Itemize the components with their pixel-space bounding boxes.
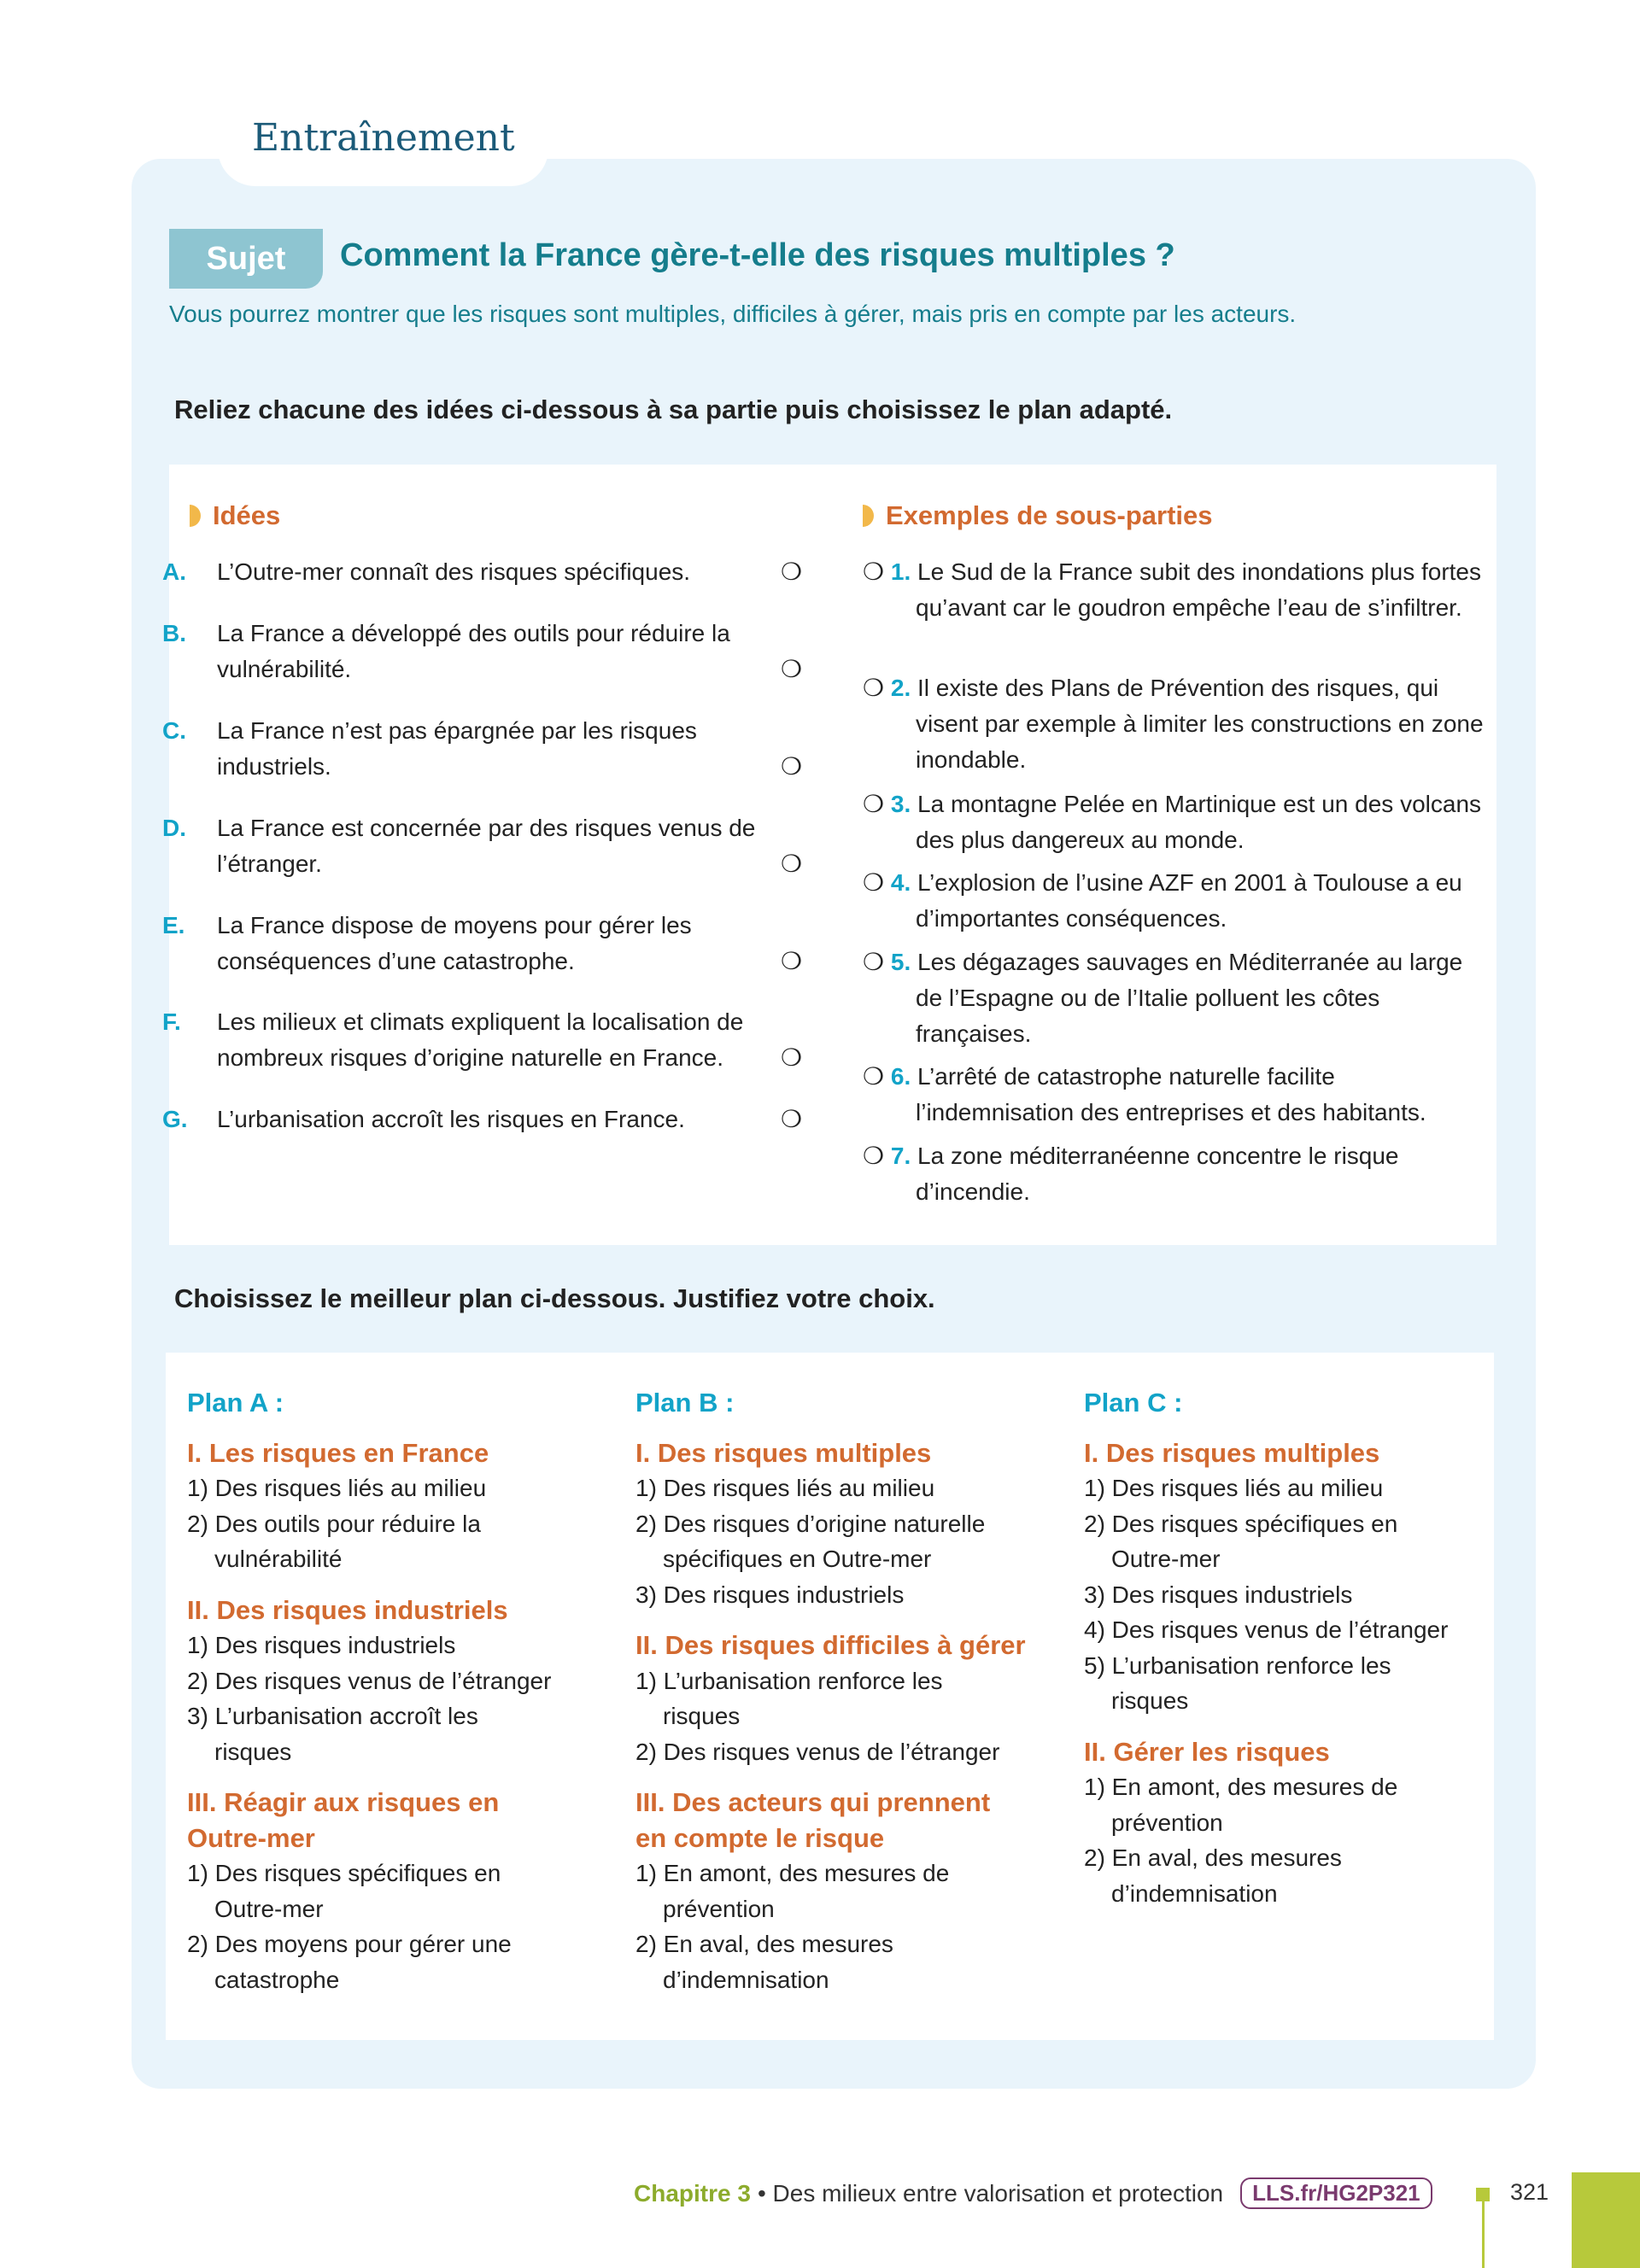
idea-text: La France est concernée par des risques venus de l’étranger. <box>217 815 756 877</box>
idea-item <box>162 810 788 882</box>
idea-item <box>162 908 753 979</box>
plan-part <box>1084 1435 1528 1719</box>
plan-title: Plan A : <box>187 1388 284 1418</box>
idea-a-connector[interactable]: ❍ <box>781 558 803 585</box>
idea-item <box>162 616 788 687</box>
plan-part-heading: I. Les risques en France <box>187 1437 489 1468</box>
example-item <box>863 1059 1486 1131</box>
idea-letter: A. <box>162 558 186 585</box>
footer-marker-line <box>1482 2201 1485 2268</box>
example-connector[interactable]: ❍ <box>863 558 885 585</box>
idea-d-connector[interactable]: ❍ <box>781 850 803 877</box>
example-connector[interactable]: ❍ <box>863 675 885 701</box>
plan-part-heading: I. Des risques multiples <box>636 1437 932 1468</box>
example-text: Le Sud de la France subit des inondations plus fortes qu’avant car le goudron empêche l’eau de s’infiltrer. <box>916 558 1481 621</box>
section-title: Entraînement <box>252 116 515 160</box>
idea-item <box>162 713 762 785</box>
plan-part <box>636 1435 1080 1613</box>
footer-chapter: Chapitre 3 <box>634 2179 751 2207</box>
idea-item <box>162 1102 805 1137</box>
example-number: 1. <box>890 558 911 585</box>
plan-a <box>187 1385 631 2013</box>
example-connector[interactable]: ❍ <box>863 791 885 817</box>
example-connector[interactable]: ❍ <box>863 869 885 896</box>
idea-text: La France n’est pas épargnée par les risques industriels. <box>217 717 697 780</box>
plan-item: 3) Des risques industriels <box>1084 1581 1353 1608</box>
plan-part <box>1084 1734 1528 1912</box>
footer-marker <box>1476 2188 1490 2201</box>
idea-letter: D. <box>162 815 186 841</box>
plan-item: 1) Des risques spécifiques en Outre-mer <box>187 1860 501 1922</box>
corner-tab <box>1572 2172 1640 2268</box>
example-text: La zone méditerranéenne concentre le risque d’incendie. <box>916 1143 1399 1205</box>
plan-item: 1) Des risques liés au milieu <box>636 1475 935 1501</box>
plan-item: 1) En amont, des mesures de prévention <box>1084 1774 1398 1836</box>
sujet-badge: Sujet <box>169 229 323 289</box>
idea-f-connector[interactable]: ❍ <box>781 1044 803 1071</box>
half-circle-icon <box>190 505 201 527</box>
plan-item: 3) Des risques industriels <box>636 1581 905 1608</box>
plan-item: 1) Des risques liés au milieu <box>187 1475 487 1501</box>
plan-item: 4) Des risques venus de l’étranger <box>1084 1616 1449 1643</box>
plan-part <box>187 1593 631 1770</box>
ideas-heading <box>190 500 280 531</box>
sujet-subtitle: Vous pourrez montrer que les risques sont multiples, difficiles à gérer, mais pris en compte par les acteurs. <box>169 301 1297 327</box>
example-number: 7. <box>890 1143 911 1169</box>
idea-text: Les milieux et climats expliquent la localisation de nombreux risques d’origine naturelle en France. <box>217 1008 744 1071</box>
plan-part <box>187 1435 631 1577</box>
ideas-heading-label: Idées <box>213 500 281 530</box>
page-number: 321 <box>1510 2179 1549 2205</box>
idea-text: La France dispose de moyens pour gérer les conséquences d’une catastrophe. <box>217 912 692 974</box>
plan-item: 2) Des risques venus de l’étranger <box>187 1667 552 1694</box>
plan-item: 2) Des risques venus de l’étranger <box>636 1738 1000 1765</box>
example-text: Les dégazages sauvages en Méditerranée au large de l’Espagne ou de l’Italie polluent les côtes françaises. <box>916 949 1463 1047</box>
plan-b <box>636 1385 1080 2013</box>
example-connector[interactable]: ❍ <box>863 1143 885 1169</box>
plan-part-heading: III. Réagir aux risques en Outre-mer <box>187 1787 500 1853</box>
example-connector[interactable]: ❍ <box>863 1063 885 1090</box>
idea-text: L’urbanisation accroît les risques en France. <box>217 1106 685 1132</box>
plan-item: 1) Des risques industriels <box>187 1632 456 1658</box>
page-footer <box>634 2177 1432 2209</box>
plan-c <box>1084 1385 1528 1926</box>
example-number: 6. <box>890 1063 911 1090</box>
idea-e-connector[interactable]: ❍ <box>781 948 803 974</box>
idea-g-connector[interactable]: ❍ <box>781 1106 803 1132</box>
plan-part-heading: II. Des risques industriels <box>187 1594 508 1625</box>
example-number: 2. <box>890 675 911 701</box>
plan-part <box>636 1628 1080 1769</box>
example-connector[interactable]: ❍ <box>863 949 885 975</box>
example-number: 3. <box>890 791 911 817</box>
plan-item: 2) Des moyens pour gérer une catastrophe <box>187 1931 512 1993</box>
plan-part-heading: II. Gérer les risques <box>1084 1736 1330 1767</box>
half-circle-icon <box>863 505 874 527</box>
example-number: 5. <box>890 949 911 975</box>
example-item <box>863 786 1486 858</box>
instruction-link-ideas: Reliez chacune des idées ci-dessous à sa partie puis choisissez le plan adapté. <box>174 395 1173 424</box>
plan-item: 1) En amont, des mesures de prévention <box>636 1860 950 1922</box>
footer-description: • Des milieux entre valorisation et protection <box>757 2179 1224 2207</box>
plan-item: 2) Des risques spécifiques en Outre-mer <box>1084 1510 1398 1572</box>
example-item <box>863 865 1486 937</box>
idea-item <box>162 554 805 590</box>
example-text: L’arrêté de catastrophe naturelle facilite l’indemnisation des entreprises et des habitants. <box>916 1063 1426 1125</box>
example-text: L’explosion de l’usine AZF en 2001 à Toulouse a eu d’importantes conséquences. <box>916 869 1462 932</box>
plan-item: 2) En aval, des mesures d’indemnisation <box>636 1931 893 1993</box>
sujet-question: Comment la France gère-t-elle des risques multiples ? <box>340 237 1175 273</box>
idea-letter: C. <box>162 717 186 744</box>
example-text: Il existe des Plans de Prévention des risques, qui visent par exemple à limiter les constructions en zone inondable. <box>916 675 1484 773</box>
plan-item: 1) Des risques liés au milieu <box>1084 1475 1384 1501</box>
idea-letter: G. <box>162 1106 188 1132</box>
plan-part-heading: I. Des risques multiples <box>1084 1437 1380 1468</box>
example-item <box>863 944 1486 1052</box>
idea-item <box>162 1004 788 1076</box>
example-item <box>863 554 1486 626</box>
example-item <box>863 670 1486 778</box>
plan-title: Plan C : <box>1084 1388 1183 1418</box>
idea-letter: F. <box>162 1008 181 1035</box>
plan-part-heading: III. Des acteurs qui prennent en compte le risque <box>636 1787 991 1853</box>
plan-item: 5) L’urbanisation renforce les risques <box>1084 1651 1391 1714</box>
plan-title: Plan B : <box>636 1388 735 1418</box>
examples-heading-label: Exemples de sous-parties <box>886 500 1213 530</box>
idea-c-connector[interactable]: ❍ <box>781 753 803 780</box>
plan-item: 3) L’urbanisation accroît les risques <box>187 1703 478 1765</box>
plan-item: 2) En aval, des mesures d’indemnisation <box>1084 1844 1342 1907</box>
idea-b-connector[interactable]: ❍ <box>781 656 803 682</box>
idea-text: L’Outre-mer connaît des risques spécifiques. <box>217 558 691 585</box>
plan-part <box>636 1785 1080 1997</box>
example-text: La montagne Pelée en Martinique est un des volcans des plus dangereux au monde. <box>916 791 1482 853</box>
example-number: 4. <box>890 869 911 896</box>
plan-item: 1) L’urbanisation renforce les risques <box>636 1667 943 1729</box>
footer-link[interactable]: LLS.fr/HG2P321 <box>1240 2177 1432 2209</box>
plan-part-heading: II. Des risques difficiles à gérer <box>636 1630 1026 1660</box>
plan-item: 2) Des risques d’origine naturelle spécifiques en Outre-mer <box>636 1510 986 1572</box>
idea-letter: E. <box>162 912 185 938</box>
idea-text: La France a développé des outils pour réduire la vulnérabilité. <box>217 620 730 682</box>
plan-item: 2) Des outils pour réduire la vulnérabilité <box>187 1510 481 1572</box>
example-item <box>863 1138 1486 1210</box>
idea-letter: B. <box>162 620 186 646</box>
instruction-choose-plan: Choisissez le meilleur plan ci-dessous. Justifiez votre choix. <box>174 1283 935 1313</box>
plan-part <box>187 1785 631 1997</box>
examples-heading <box>863 500 1213 531</box>
